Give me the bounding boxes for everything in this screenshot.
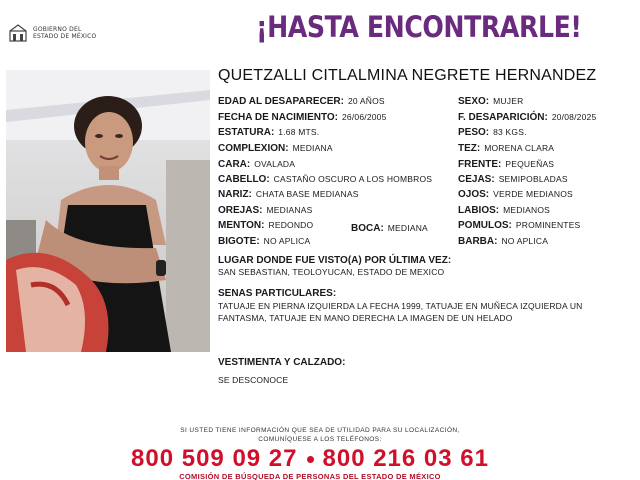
field-edad: EDAD AL DESAPARECER: 20 AÑOS [218,96,385,107]
field-estatura: ESTATURA: 1.68 MTS. [218,127,320,138]
contact-line-2: COMUNÍQUESE A LOS TELÉFONOS: [258,436,382,443]
last-seen-value: SAN SEBASTIAN, TEOLOYUCAN, ESTADO DE MEXICO [218,267,445,277]
field-menton: MENTON: REDONDO [218,220,314,231]
separator-dot-icon [307,456,314,463]
field-boca: BOCA: MEDIANA [351,223,428,234]
phone-2[interactable]: 800 216 03 61 [322,445,489,472]
phone-1[interactable]: 800 509 09 27 [131,445,298,472]
commission-footer: COMISIÓN DE BÚSQUEDA DE PERSONAS DEL ESTADO DE MÉXICO [179,472,441,480]
portrait-image [6,70,210,352]
last-seen-label: LUGAR DONDE FUE VISTO(A) POR ÚLTIMA VEZ: [218,255,452,266]
field-ojos: OJOS: VERDE MEDIANOS [458,189,573,200]
field-desaparicion: F. DESAPARICIÓN: 20/08/2025 [458,112,597,123]
field-barba: BARBA: NO APLICA [458,236,549,247]
state-emblem-icon [8,23,28,43]
missing-person-photo [6,70,210,352]
logo-line-2: ESTADO DE MÉXICO [33,33,97,40]
logo-line-1: GOBIERNO DEL [33,26,82,33]
field-frente: FRENTE: PEQUEÑAS [458,159,555,170]
field-nacimiento: FECHA DE NACIMIENTO: 26/06/2005 [218,112,387,123]
field-tez: TEZ: MORENA CLARA [458,143,555,154]
field-peso: PESO: 83 KGS. [458,127,527,138]
headline: ¡HASTA ENCONTRARLE! [256,10,582,44]
field-nariz: NARIZ: CHATA BASE MEDIANAS [218,189,359,200]
field-pomulos: POMULOS: PROMINENTES [458,220,581,231]
field-orejas: OREJAS: MEDIANAS [218,205,313,216]
clothing-value: SE DESCONOCE [218,375,289,385]
clothing-label: VESTIMENTA Y CALZADO: [218,357,346,368]
marks-value: TATUAJE EN PIERNA IZQUIERDA LA FECHA 1999, TATUAJE EN MUÑECA IZQUIERDA UN FANTASMA, TATUAJE EN MANO DERECHA LA IMAGEN DE UN HELADO [218,301,583,323]
contact-line-1: SI USTED TIENE INFORMACIÓN QUE SEA DE UTILIDAD PARA SU LOCALIZACIÓN, [180,427,460,434]
field-cara: CARA: OVALADA [218,159,296,170]
marks-label: SENAS PARTICULARES: [218,288,337,299]
government-logo [8,22,128,44]
field-cabello: CABELLO: CASTAÑO OSCURO A LOS HOMBROS [218,174,433,185]
field-labios: LABIOS: MEDIANOS [458,205,551,216]
field-bigote: BIGOTE: NO APLICA [218,236,311,247]
person-name: QUETZALLI CITLALMINA NEGRETE HERNANDEZ [218,67,597,84]
field-cejas: CEJAS: SEMIPOBLADAS [458,174,568,185]
phone-numbers [0,445,620,473]
field-sexo: SEXO: MUJER [458,96,524,107]
field-complexion: COMPLEXION: MEDIANA [218,143,333,154]
